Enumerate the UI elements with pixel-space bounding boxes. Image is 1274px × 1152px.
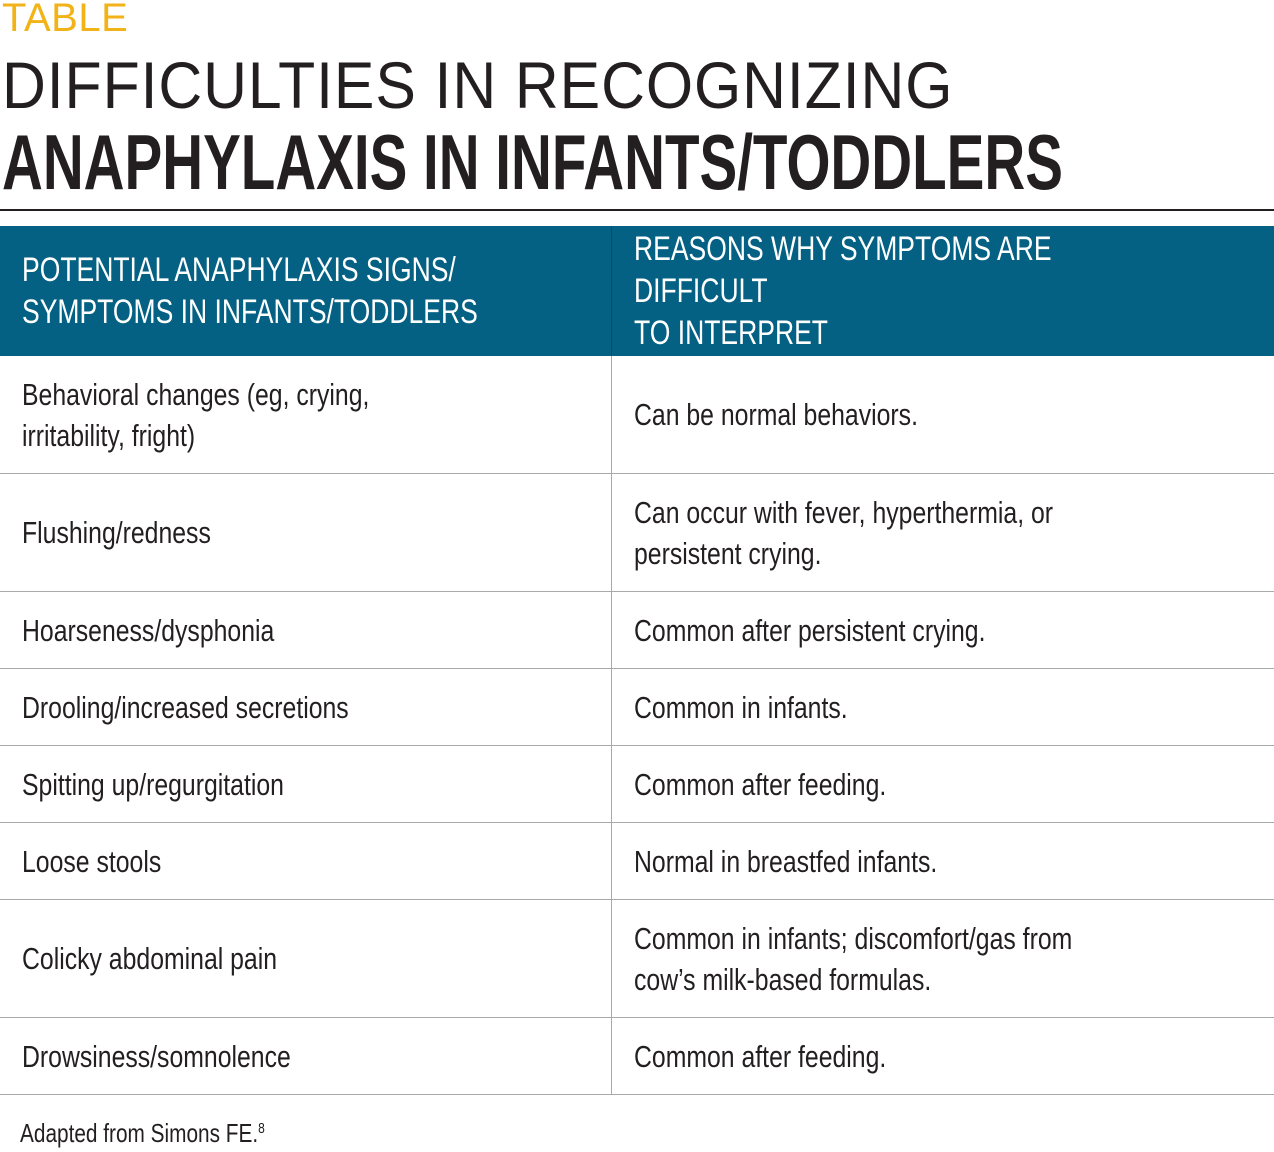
reason-cell — [611, 356, 1274, 474]
sign-text: Spitting up/regurgitation — [22, 766, 284, 802]
table-row — [0, 474, 1274, 592]
reason-text: Common in infants; discomfort/gas from cow’s milk-based formulas. — [633, 920, 1072, 997]
anaphylaxis-table — [0, 226, 1274, 1095]
sign-text: Colicky abdominal pain — [22, 941, 278, 976]
reason-text: Common in infants. — [633, 689, 848, 725]
sign-cell — [0, 746, 611, 823]
reason-cell — [611, 669, 1274, 746]
table-row — [0, 746, 1274, 823]
table-row — [0, 823, 1274, 900]
reason-cell — [611, 474, 1274, 592]
page-title-line-1: DIFFICULTIES IN RECOGNIZING — [2, 48, 954, 122]
reason-cell — [611, 746, 1274, 823]
sign-cell — [0, 1018, 611, 1095]
sign-text: Flushing/redness — [22, 515, 211, 550]
sign-cell — [0, 592, 611, 669]
reason-cell — [611, 823, 1274, 900]
sign-text: Drooling/increased secretions — [22, 689, 349, 725]
reason-text: Can be normal behaviors. — [633, 397, 918, 432]
column-header-reasons-label: REASONS WHY SYMPTOMS ARE DIFFICULT TO INTERPRET — [633, 230, 1052, 352]
table-row — [0, 1018, 1274, 1095]
table-row — [0, 669, 1274, 746]
reason-text: Normal in breastfed infants. — [633, 843, 937, 879]
sign-cell — [0, 356, 611, 474]
table-row — [0, 592, 1274, 669]
sign-text: Loose stools — [22, 843, 162, 879]
column-header-signs-label: POTENTIAL ANAPHYLAXIS SIGNS/ SYMPTOMS IN INFANTS/TODDLERS — [22, 251, 478, 331]
sign-text: Hoarseness/dysphonia — [22, 612, 275, 648]
source-footnote — [20, 1118, 265, 1148]
sign-cell — [0, 823, 611, 900]
page-title-line-2: ANAPHYLAXIS IN INFANTS/TODDLERS — [2, 118, 1063, 206]
reason-cell — [611, 592, 1274, 669]
column-header-reasons — [611, 226, 1274, 356]
title-divider — [0, 209, 1274, 211]
reason-text: Common after feeding. — [633, 766, 886, 802]
table-row — [0, 900, 1274, 1018]
reason-text: Common after persistent crying. — [633, 612, 985, 648]
table-row — [0, 356, 1274, 474]
reason-text: Common after feeding. — [633, 1038, 886, 1074]
column-header-signs — [0, 226, 611, 356]
table-label: TABLE — [2, 0, 129, 40]
sign-text: Behavioral changes (eg, crying, irritability, fright) — [22, 376, 370, 453]
sign-cell — [0, 474, 611, 592]
reason-cell — [611, 1018, 1274, 1095]
table-header-row — [0, 226, 1274, 356]
sign-cell — [0, 669, 611, 746]
sign-cell — [0, 900, 611, 1018]
reason-text: Can occur with fever, hyperthermia, or persistent crying. — [633, 494, 1053, 571]
footnote-reference: 8 — [258, 1120, 265, 1137]
footnote-text: Adapted from Simons FE. — [20, 1118, 259, 1148]
reason-cell — [611, 900, 1274, 1018]
sign-text: Drowsiness/somnolence — [22, 1038, 291, 1074]
